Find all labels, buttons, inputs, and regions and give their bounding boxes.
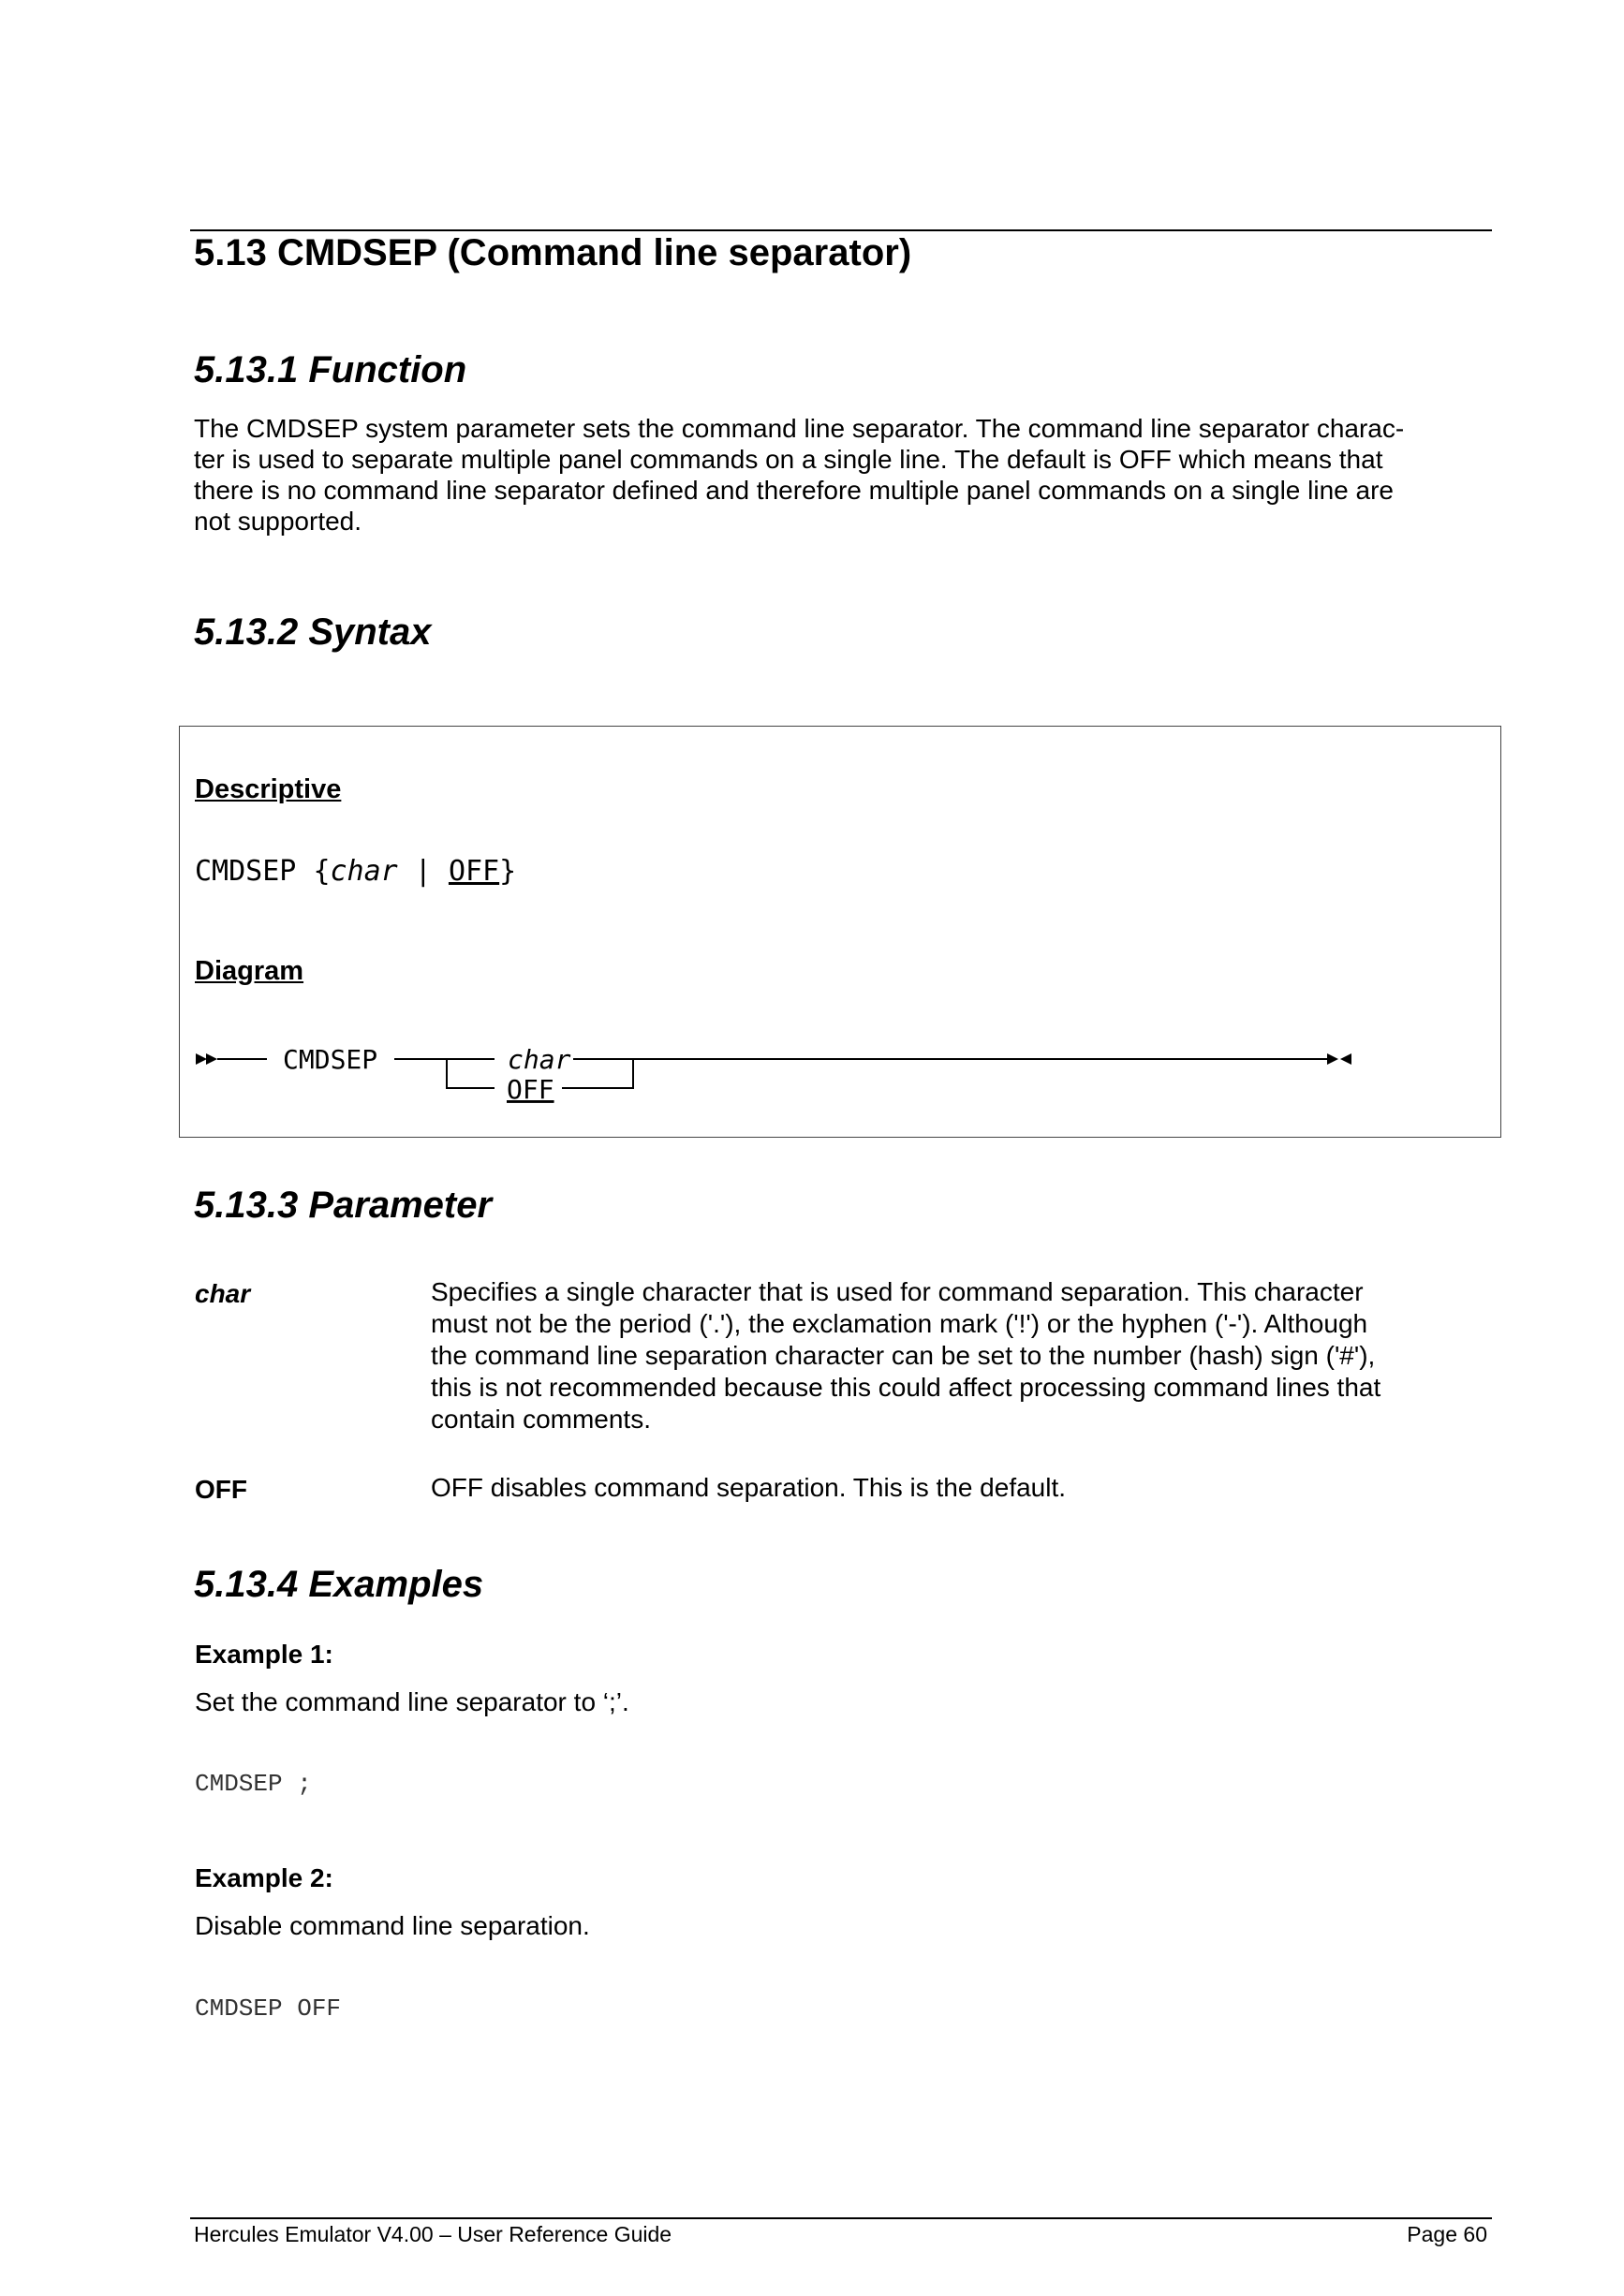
param-name-char: char [195,1279,251,1308]
diagram-label: Diagram [195,956,304,986]
syntax-separator-bar: | [397,855,449,888]
syntax-char-option: char [330,855,398,888]
example-1-text: Set the command line separator to ‘;’. [195,1687,629,1716]
param-desc-line: OFF disables command separation. This is the default. [431,1473,1067,1502]
footer-rule [190,2217,1492,2219]
descriptive-label: Descriptive [195,774,342,804]
param-name-off: OFF [195,1475,247,1504]
diagram-char-option: char [508,1044,571,1075]
syntax-off-option: OFF [448,855,500,888]
function-paragraph [194,413,1486,537]
syntax-heading: 5.13.2 Syntax [194,611,432,653]
parameter-heading: 5.13.3 Parameter [194,1185,493,1226]
syntax-command: CMDSEP [195,855,314,888]
example-1-code: CMDSEP ; [195,1770,312,1798]
paragraph-line: ter is used to separate multiple panel commands on a single line. The default is OFF which means that [194,445,1383,474]
paragraph-line: there is no command line separator defined and therefore multiple panel commands on a single line are [194,476,1394,505]
section-top-rule [190,229,1492,231]
syntax-box [179,726,1501,1138]
param-desc-off [431,1472,1442,1504]
diagram-off-option: OFF [507,1074,554,1105]
footer-title: Hercules Emulator V4.00 – User Reference Guide [194,2222,672,2246]
param-desc-line: must not be the period ('.'), the exclamation mark ('!') or the hyphen ('-'). Although [431,1309,1368,1338]
rail-line [447,1059,495,1088]
function-heading: 5.13.1 Function [194,349,467,390]
page-number: Page 60 [1407,2222,1487,2246]
end-arrow-icon [1327,1053,1338,1065]
param-desc-char [431,1276,1442,1435]
example-2-label: Example 2: [195,1863,333,1892]
param-desc-line: this is not recommended because this could affect processing command lines that [431,1373,1381,1402]
examples-heading: 5.13.4 Examples [194,1564,484,1605]
start-arrow-icon [206,1053,217,1065]
end-arrow-icon [1340,1053,1351,1065]
example-2-text: Disable command line separation. [195,1911,590,1940]
paragraph-line: not supported. [194,507,362,536]
example-2-code: CMDSEP OFF [195,1994,342,2023]
syntax-brace-open: { [313,855,331,888]
syntax-railroad-diagram [180,727,1499,1136]
start-arrow-icon [196,1053,207,1065]
section-title: 5.13 CMDSEP (Command line separator) [194,232,912,273]
diagram-command: CMDSEP [283,1044,378,1075]
param-desc-line: contain comments. [431,1405,651,1434]
example-1-label: Example 1: [195,1640,333,1669]
param-desc-line: Specifies a single character that is used for command separation. This character [431,1277,1364,1306]
syntax-brace-close: } [499,855,517,888]
param-desc-line: the command line separation character can be set to the number (hash) sign ('#'), [431,1341,1376,1370]
paragraph-line: The CMDSEP system parameter sets the command line separator. The command line separator charac- [194,414,1405,443]
rail-line [562,1059,633,1088]
